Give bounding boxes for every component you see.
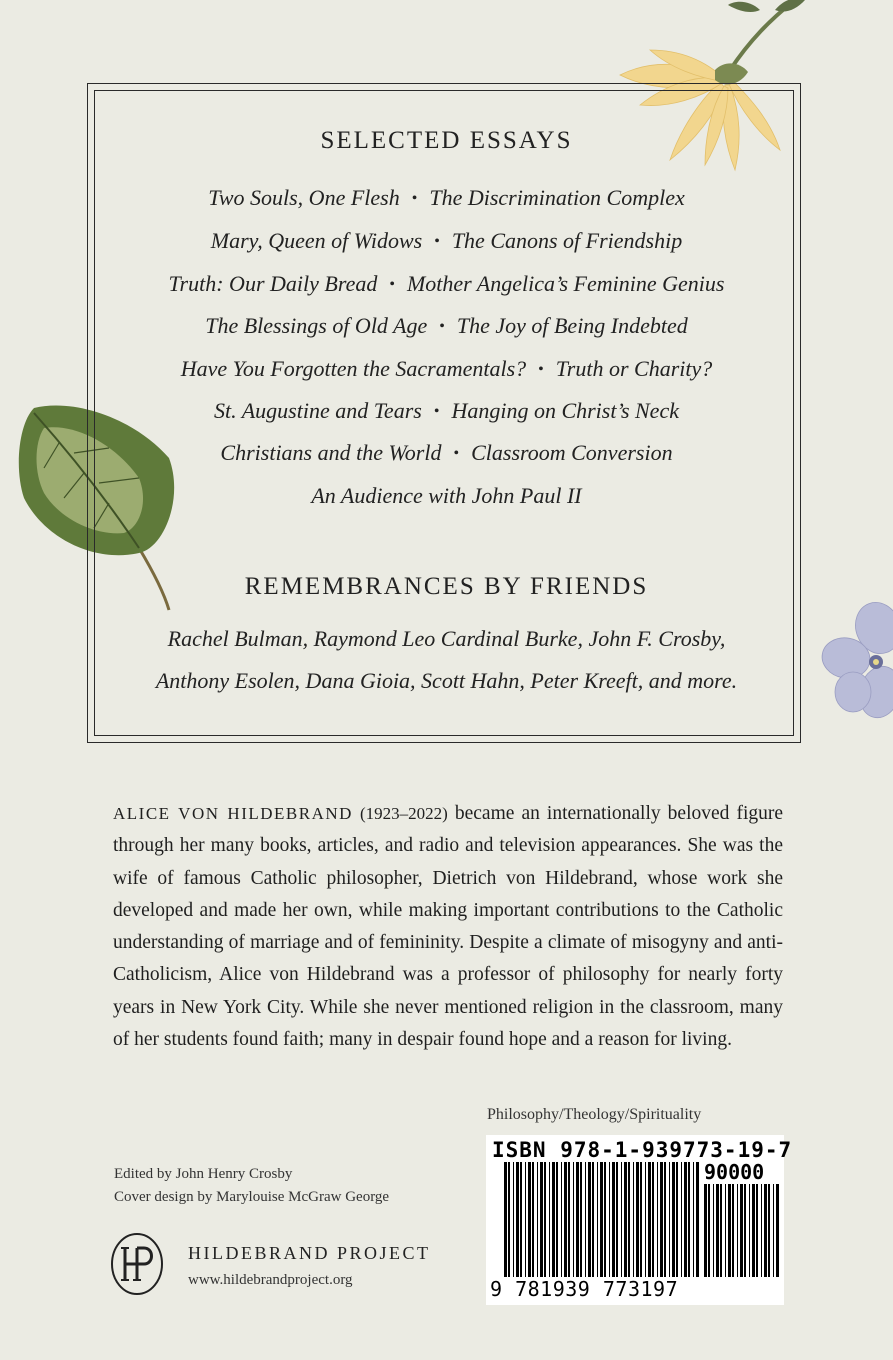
barcode-bar bbox=[628, 1162, 630, 1277]
bullet-separator: • bbox=[453, 445, 460, 462]
essay-title: An Audience with John Paul II bbox=[311, 483, 582, 508]
barcode-bar bbox=[773, 1184, 774, 1277]
essay-line bbox=[0, 185, 893, 211]
credits bbox=[114, 1163, 389, 1209]
essay-line bbox=[0, 271, 893, 297]
barcode-bar bbox=[504, 1162, 507, 1277]
barcode-bar bbox=[568, 1162, 570, 1277]
editor-credit: Edited by John Henry Crosby bbox=[114, 1166, 293, 1182]
barcode-digits: 9 781939 773197 bbox=[490, 1277, 679, 1301]
essay-title: The Canons of Friendship bbox=[451, 228, 683, 253]
barcode-bar bbox=[508, 1162, 510, 1277]
barcode-bar bbox=[684, 1162, 687, 1277]
essay-title: Two Souls, One Flesh bbox=[208, 185, 400, 210]
barcode-bar bbox=[752, 1184, 755, 1277]
price-barcode-bars bbox=[704, 1184, 779, 1277]
ean-barcode-bars bbox=[504, 1162, 699, 1277]
barcode-bar bbox=[756, 1184, 758, 1277]
hildebrand-project-logo-icon bbox=[110, 1232, 164, 1296]
author-name: ALICE VON HILDEBRAND bbox=[113, 804, 353, 823]
bullet-separator: • bbox=[538, 361, 544, 378]
barcode-bar bbox=[624, 1162, 627, 1277]
essay-line bbox=[0, 313, 893, 339]
barcode-bar bbox=[696, 1162, 699, 1277]
author-years: (1923–2022) bbox=[359, 804, 448, 823]
publisher-name: HILDEBRAND PROJECT bbox=[188, 1243, 431, 1263]
barcode-bar bbox=[552, 1162, 555, 1277]
author-bio bbox=[113, 798, 783, 1056]
barcode-bar bbox=[725, 1184, 726, 1277]
barcode-bar bbox=[609, 1162, 610, 1277]
essay-title: Truth: Our Daily Bread bbox=[168, 271, 378, 296]
book-category: Philosophy/Theology/Spirituality bbox=[487, 1106, 702, 1123]
barcode-bar bbox=[708, 1184, 710, 1277]
barcode-bar bbox=[564, 1162, 567, 1277]
price-code: 90000 bbox=[704, 1160, 765, 1184]
barcode-bar bbox=[636, 1162, 639, 1277]
essay-title: Mary, Queen of Widows bbox=[210, 228, 423, 253]
bullet-separator: • bbox=[433, 403, 440, 420]
barcode-bar bbox=[561, 1162, 562, 1277]
barcode-bar bbox=[633, 1162, 634, 1277]
barcode-bar bbox=[720, 1184, 722, 1277]
essay-title: Mother Angelica’s Feminine Genius bbox=[406, 271, 725, 296]
bullet-separator: • bbox=[411, 190, 418, 207]
barcode-bar bbox=[612, 1162, 615, 1277]
barcode-bar bbox=[597, 1162, 598, 1277]
essay-title: The Joy of Being Indebted bbox=[456, 313, 688, 338]
barcode-bar bbox=[580, 1162, 582, 1277]
design-credit: Cover design by Marylouise McGraw George bbox=[114, 1189, 390, 1205]
barcode-bar bbox=[652, 1162, 654, 1277]
essay-title: St. Augustine and Tears bbox=[214, 398, 422, 423]
barcode-bar bbox=[513, 1162, 514, 1277]
barcode-bar bbox=[660, 1162, 663, 1277]
barcode-bar bbox=[744, 1184, 746, 1277]
barcode-bar bbox=[585, 1162, 586, 1277]
bullet-separator: • bbox=[389, 276, 395, 293]
barcode-bar bbox=[616, 1162, 618, 1277]
bio-text: became an internationally beloved figure through her many books, articles, and radio and television appearances. She was the wife of famous Catholic philosopher, Dietrich von Hildebrand, whose work she developed and made her own, while making important contributions to the Catholic understanding of marriage and of femininity. Despite a climate of misogyny and anti-Catholicism, Alice von Hildebrand was a professor of philosophy for nearly forty years in New York City. While she never mentioned religion in the classroom, many of her students found faith; many in despair found hope and a reason for living. bbox=[113, 803, 784, 1051]
barcode-bar bbox=[528, 1162, 531, 1277]
barcode-bar bbox=[549, 1162, 550, 1277]
barcode-bar bbox=[716, 1184, 719, 1277]
barcode-bar bbox=[520, 1162, 522, 1277]
barcode-bar bbox=[704, 1184, 707, 1277]
essay-title: Have You Forgotten the Sacramentals? bbox=[180, 356, 527, 381]
essay-line bbox=[0, 483, 893, 509]
essay-line bbox=[0, 440, 893, 466]
barcode-bar bbox=[588, 1162, 591, 1277]
barcode-bar bbox=[604, 1162, 606, 1277]
friends-line: Rachel Bulman, Raymond Leo Cardinal Burke, John F. Crosby, bbox=[167, 626, 726, 651]
essay-line bbox=[0, 356, 893, 382]
barcode-bar bbox=[621, 1162, 622, 1277]
barcode-bar bbox=[645, 1162, 646, 1277]
barcode-bar bbox=[749, 1184, 750, 1277]
bullet-separator: • bbox=[439, 318, 445, 335]
barcode-bar bbox=[688, 1162, 690, 1277]
barcode-bar bbox=[728, 1184, 731, 1277]
pressed-violet-flower-icon bbox=[818, 600, 893, 730]
essay-title: Hanging on Christ’s Neck bbox=[451, 398, 679, 423]
remembrances-heading: REMEMBRANCES BY FRIENDS bbox=[244, 573, 649, 600]
barcode-bar bbox=[693, 1162, 694, 1277]
barcode-bar bbox=[672, 1162, 675, 1277]
barcode-bar bbox=[657, 1162, 658, 1277]
friends-line: Anthony Esolen, Dana Gioia, Scott Hahn, Peter Kreeft, and more. bbox=[155, 668, 738, 693]
barcode-bar bbox=[640, 1162, 642, 1277]
barcode-bar bbox=[732, 1184, 734, 1277]
barcode-bar bbox=[576, 1162, 579, 1277]
barcode-bar bbox=[544, 1162, 546, 1277]
barcode-bar bbox=[556, 1162, 558, 1277]
essay-title: Truth or Charity? bbox=[555, 356, 713, 381]
essay-line bbox=[0, 228, 893, 254]
barcode-bar bbox=[681, 1162, 682, 1277]
essay-title: Christians and the World bbox=[220, 440, 442, 465]
barcode-bar bbox=[664, 1162, 666, 1277]
barcode-bar bbox=[573, 1162, 574, 1277]
isbn-text: ISBN 978-1-939773-19-7 bbox=[492, 1138, 793, 1162]
barcode-bar bbox=[592, 1162, 594, 1277]
barcode-bar bbox=[676, 1162, 678, 1277]
barcode-bar bbox=[713, 1184, 714, 1277]
barcode-bar bbox=[516, 1162, 519, 1277]
bullet-separator: • bbox=[434, 233, 440, 250]
essay-title: Classroom Conversion bbox=[471, 440, 673, 465]
barcode-bar bbox=[669, 1162, 670, 1277]
barcode-bar bbox=[525, 1162, 526, 1277]
barcode-bar bbox=[761, 1184, 762, 1277]
barcode-bar bbox=[740, 1184, 743, 1277]
barcode-bar bbox=[648, 1162, 651, 1277]
barcode-bar bbox=[768, 1184, 770, 1277]
barcode-bar bbox=[540, 1162, 543, 1277]
essay-line bbox=[0, 398, 893, 424]
publisher-website: www.hildebrandproject.org bbox=[188, 1272, 353, 1288]
selected-essays-heading: SELECTED ESSAYS bbox=[320, 127, 573, 154]
barcode-bar bbox=[737, 1184, 738, 1277]
barcode-bar bbox=[764, 1184, 767, 1277]
essay-title: The Discrimination Complex bbox=[429, 185, 685, 210]
barcode-bar bbox=[532, 1162, 534, 1277]
barcode-bar bbox=[776, 1184, 779, 1277]
barcode-bar bbox=[600, 1162, 603, 1277]
essay-title: The Blessings of Old Age bbox=[205, 313, 428, 338]
barcode-bar bbox=[537, 1162, 538, 1277]
